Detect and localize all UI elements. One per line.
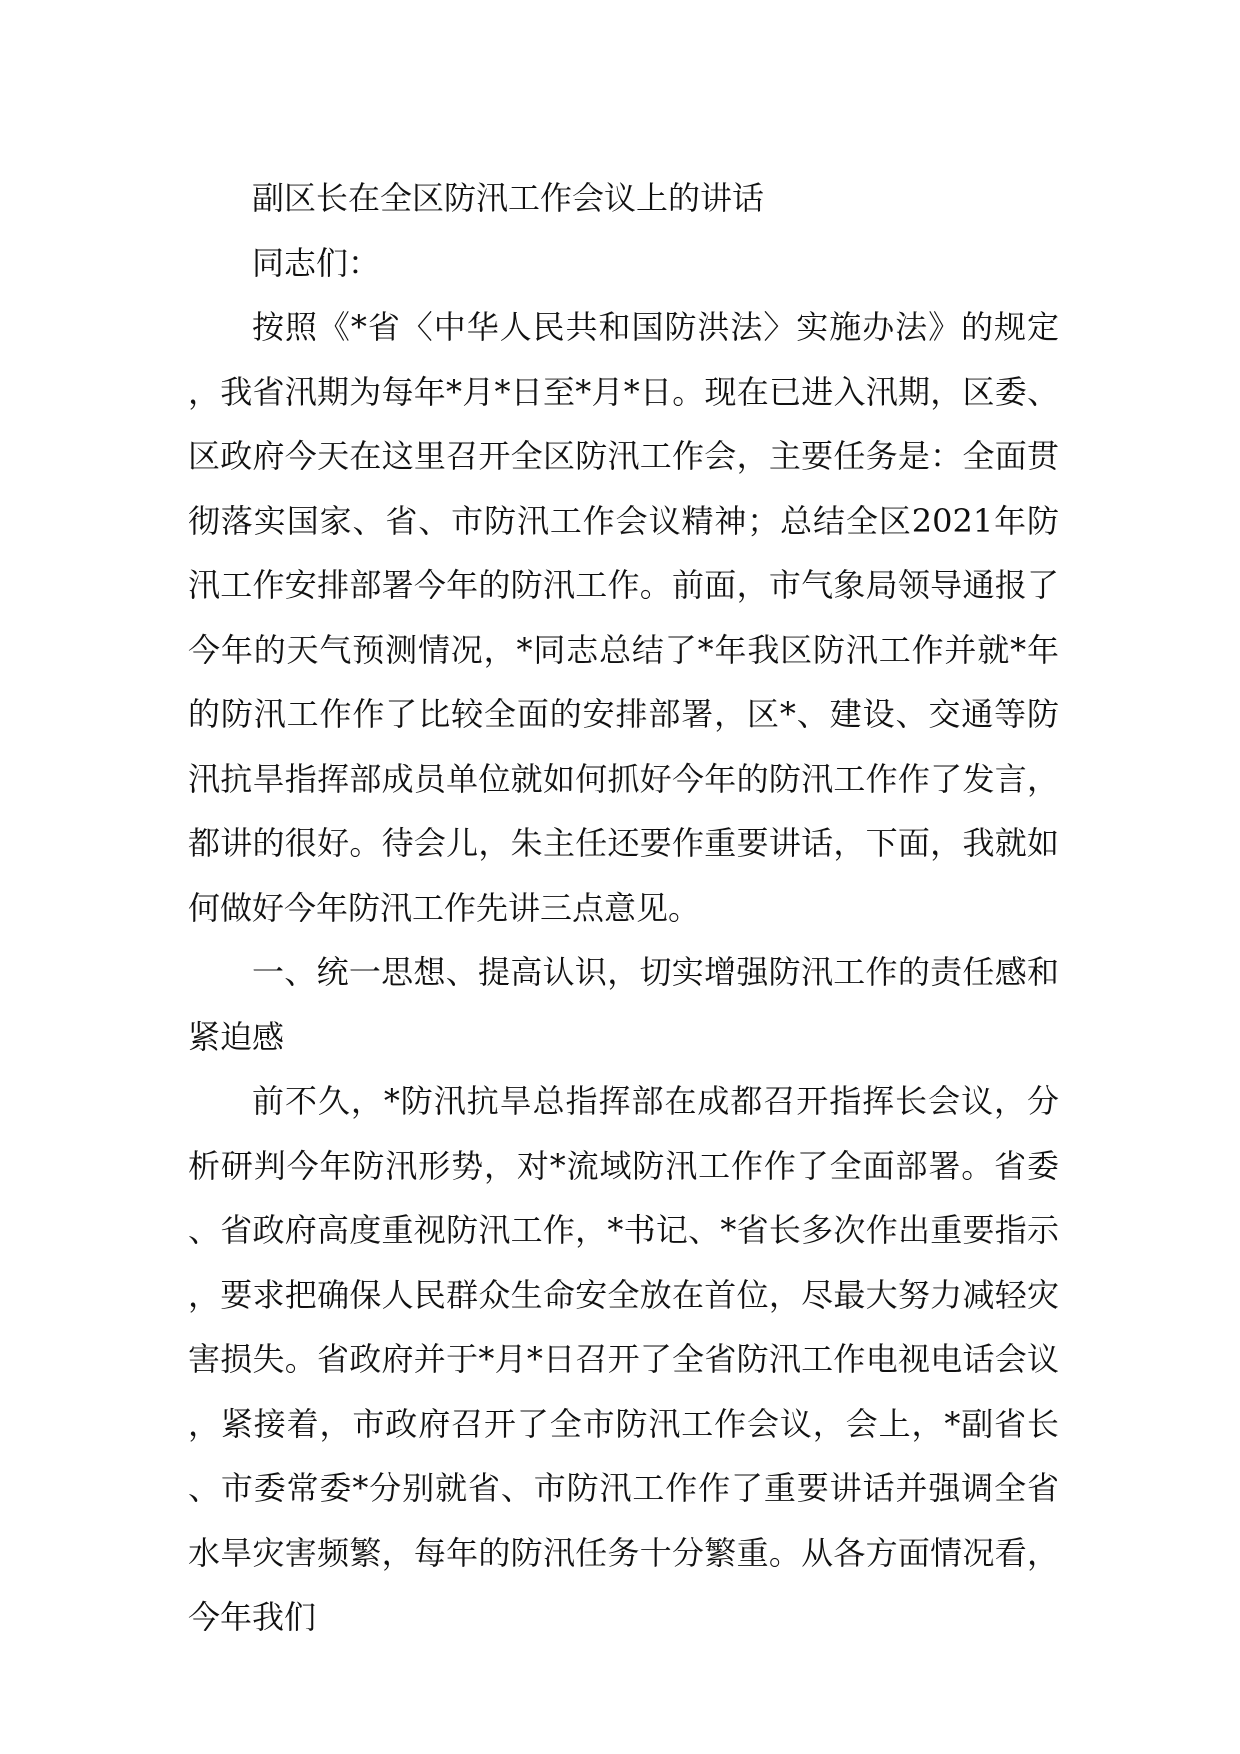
document-body bbox=[188, 166, 1059, 1650]
paragraph-section-1: 前不久，*防汛抗旱总指挥部在成都召开指挥长会议，分析研判今年防汛形势，对*流域防汛工作作了全面部署。省委、省政府高度重视防汛工作，*书记、*省长多次作出重要指示，要求把确保人民群众生命安全放在首位，尽最大努力减轻灾害损失。省政府并于*月*日召开了全省防汛工作电视电话会议，紧接着，市政府召开了全市防汛工作会议，会上，*副省长、市委常委*分别就省、市防汛工作作了重要讲话并强调全省水旱灾害频繁，每年的防汛任务十分繁重。从各方面情况看，今年我们 bbox=[188, 1082, 1059, 1636]
paragraph-intro: 按照《*省〈中华人民共和国防洪法〉实施办法》的规定，我省汛期为每年*月*日至*月*日。现在已进入汛期，区委、区政府今天在这里召开全区防汛工作会，主要任务是：全面贯彻落实国家、省、市防汛工作会议精神；总结全区2021年防汛工作安排部署今年的防汛工作。前面，市气象局领导通报了今年的天气预测情况，*同志总结了*年我区防汛工作并就*年的防汛工作作了比较全面的安排部署，区*、建设、交通等防汛抗旱指挥部成员单位就如何抓好今年的防汛工作作了发言，都讲的很好。待会儿，朱主任还要作重要讲话，下面，我就如何做好今年防汛工作先讲三点意见。 bbox=[188, 308, 1059, 927]
salutation: 同志们： bbox=[252, 243, 381, 282]
section-heading-1: 一、统一思想、提高认识，切实增强防汛工作的责任感和紧迫感 bbox=[188, 953, 1059, 1056]
document-title: 副区长在全区防汛工作会议上的讲话 bbox=[252, 179, 765, 217]
